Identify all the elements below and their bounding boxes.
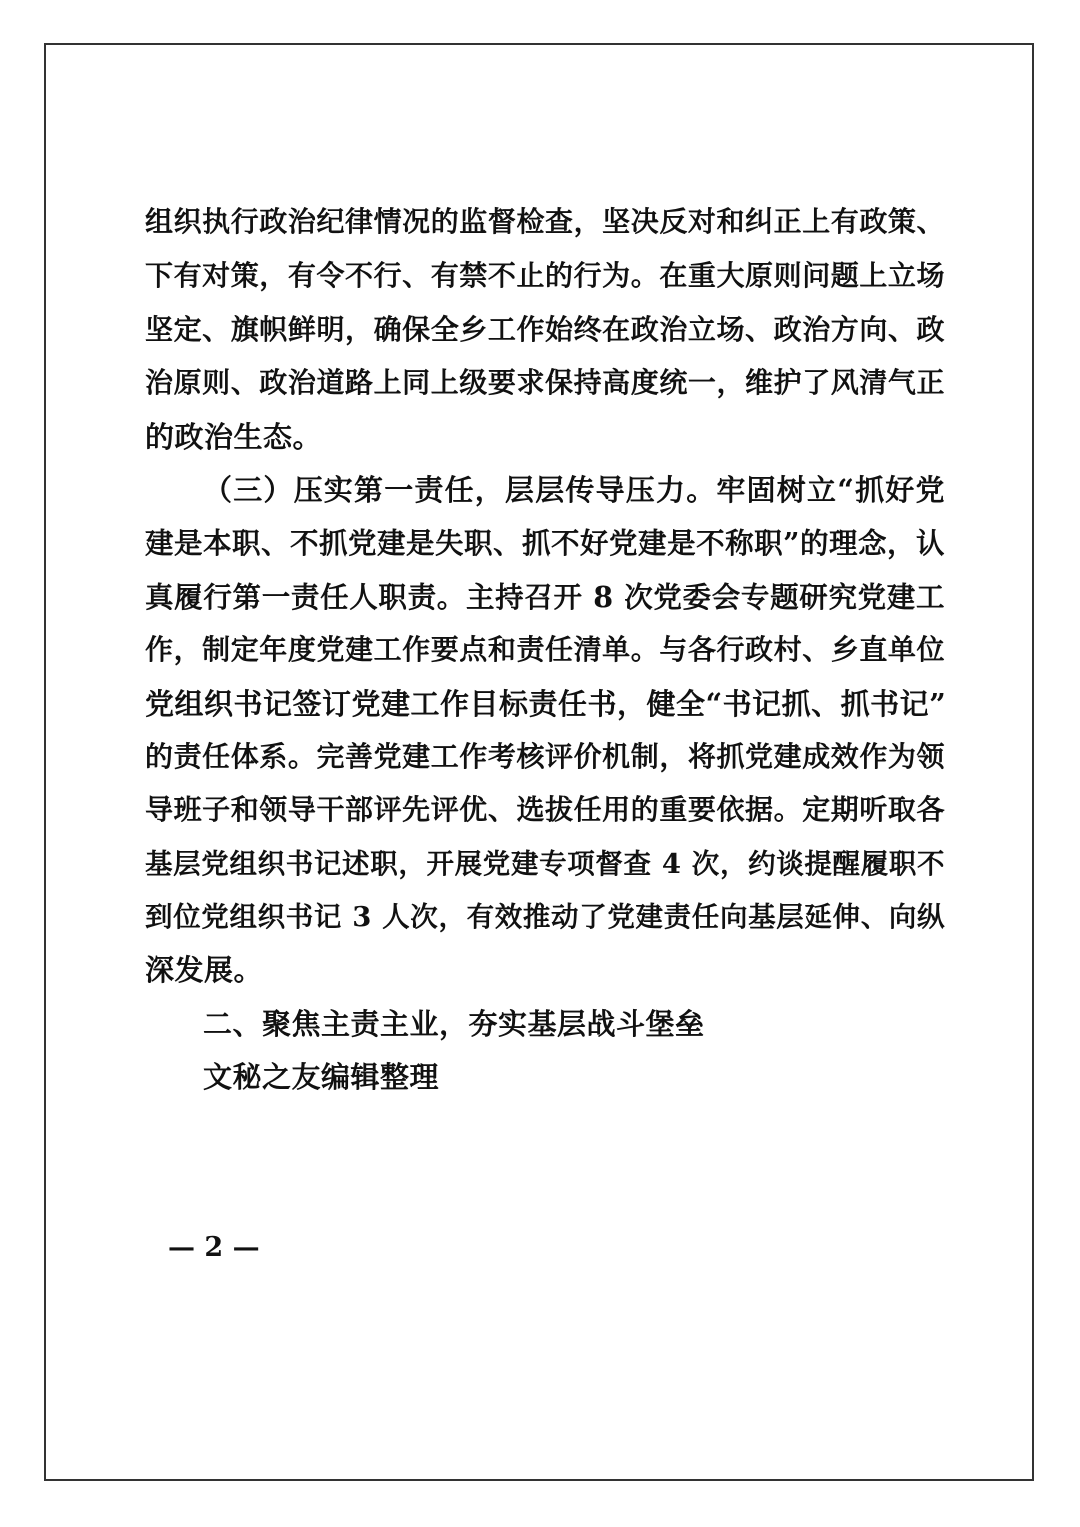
paragraph-a-line-4: 治原则、政治道路上同上级要求保持高度统一，维护了风清气正 xyxy=(145,366,945,399)
paragraph-a-line-1: 组织执行政治纪律情况的监督检查，坚决反对和纠正上有政策、 xyxy=(145,205,945,238)
paragraph-b-line-1: （三）压实第一责任，层层传导压力。牢固树立“抓好党 xyxy=(203,473,945,507)
paragraph-b-line-5: 党组织书记签订党建工作目标责任书，健全“书记抓、抓书记” xyxy=(145,687,947,721)
paragraph-b-line-10: 深发展。 xyxy=(145,953,264,987)
editor-note: 文秘之友编辑整理 xyxy=(203,1060,440,1094)
paragraph-b-line-3: 真履行第一责任人职责。主持召开 8 次党委会专题研究党建工 xyxy=(145,580,945,614)
page-number: — 2 — xyxy=(168,1232,260,1263)
paragraph-b-line-2: 建是本职、不抓党建是失职、抓不好党建是不称职”的理念，认 xyxy=(145,526,945,560)
paragraph-b-line-6: 的责任体系。完善党建工作考核评价机制，将抓党建成效作为领 xyxy=(145,740,945,773)
paragraph-b-line-8: 基层党组织书记述职，开展党建专项督查 4 次，约谈提醒履职不 xyxy=(145,848,945,880)
paragraph-a-line-3: 坚定、旗帜鲜明，确保全乡工作始终在政治立场、政治方向、政 xyxy=(145,313,945,346)
section-heading: 二、聚焦主责主业，夯实基层战斗堡垒 xyxy=(203,1007,705,1041)
paragraph-a-line-5: 的政治生态。 xyxy=(145,420,323,454)
paragraph-b-line-4: 作，制定年度党建工作要点和责任清单。与各行政村、乡直单位 xyxy=(145,633,945,666)
paragraph-b-line-7: 导班子和领导干部评先评优、选拔任用的重要依据。定期听取各 xyxy=(145,793,945,826)
paragraph-a-line-2: 下有对策，有令不行、有禁不止的行为。在重大原则问题上立场 xyxy=(145,259,945,292)
paragraph-b-line-9: 到位党组织书记 3 人次，有效推动了党建责任向基层延伸、向纵 xyxy=(145,901,945,933)
